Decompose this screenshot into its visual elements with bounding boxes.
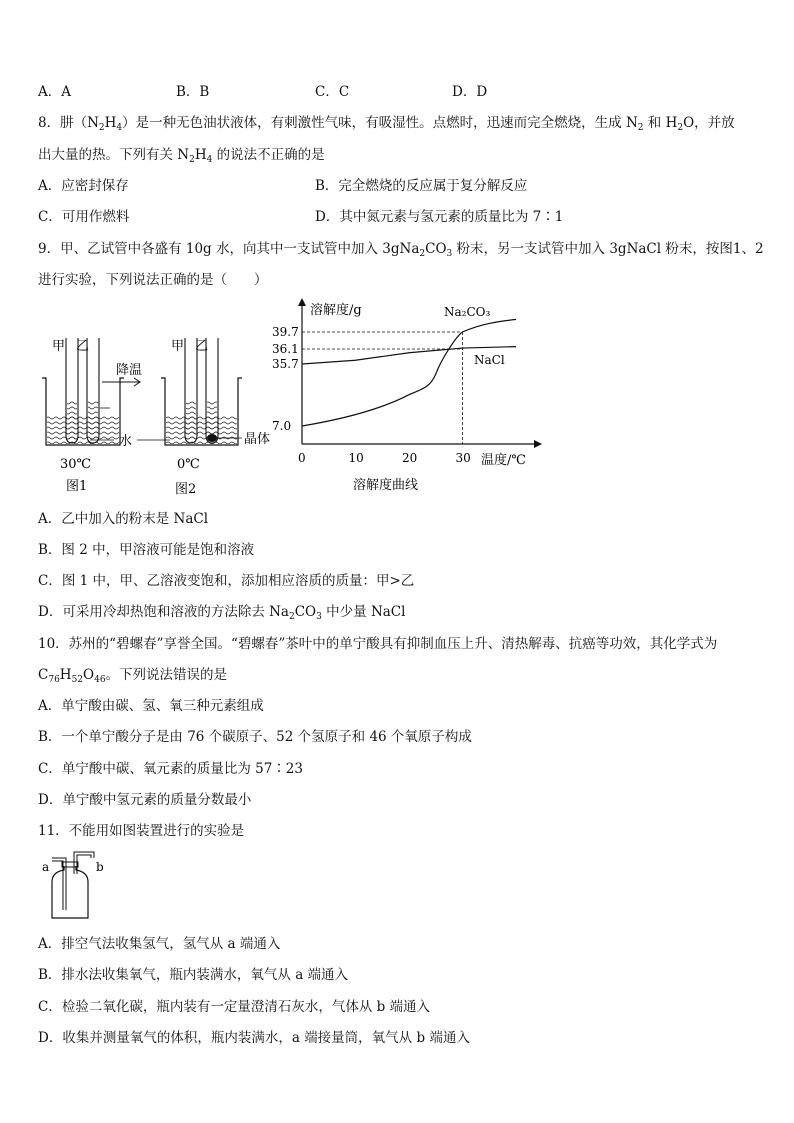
q11-option-a: A．排空气法收集氢气，氢气从 a 端通入 — [38, 936, 281, 952]
q10-option-c: C．单宁酸中碳、氧元素的质量比为 57∶23 — [38, 761, 303, 777]
y-tick-label: 7.0 — [272, 419, 292, 433]
fig2-temperature: 0℃ — [177, 457, 200, 472]
cool-down-label: 降温 — [116, 363, 143, 378]
tube-a — [52, 858, 66, 910]
q10-option-b: B．一个单宁酸分子是由 76 个碳原子、52 个氢原子和 46 个氧原子构成 — [38, 729, 472, 745]
q10-option-a: A．单宁酸由碳、氢、氧三种元素组成 — [38, 698, 264, 714]
q8-option-a: A．应密封保存 — [38, 178, 129, 194]
q8-option-c: C．可用作燃料 — [38, 209, 130, 225]
beaker-1 — [42, 338, 124, 445]
q7-option-d: D．D — [452, 84, 488, 100]
solubility-chart — [268, 292, 558, 502]
gas-bottle-figure — [40, 848, 120, 923]
fig1-jia-label: 甲 — [52, 339, 66, 354]
q7-option-a: A．A — [38, 84, 71, 100]
q8-option-d: D．其中氮元素与氢元素的质量比为 7∶1 — [315, 209, 564, 225]
q8-stem-line2: 出大量的热。下列有关 $N_2H_4$ 的说法不正确的是 — [38, 147, 325, 165]
q8-option-b: B．完全燃烧的反应属于复分解反应 — [315, 178, 528, 194]
chart-plot-area — [272, 305, 516, 465]
series-label-na2co3: Na₂CO₃ — [444, 305, 491, 319]
q8-stem-line1: 8．肼$(N_2H_4)$是一种无色油状液体，有刺激性气味，有吸湿性。点燃时，迅速而完全燃烧，生成 $N_2$ 和 $H_2O$，并放 — [38, 115, 735, 133]
y-axis-label: 溶解度/g — [310, 303, 362, 318]
fig2-jia-label: 甲 — [171, 339, 185, 354]
q9-option-a: A．乙中加入的粉末是 NaCl — [38, 511, 209, 527]
q10-option-d: D．单宁酸中氢元素的质量分数最小 — [38, 792, 252, 808]
port-b-label: b — [96, 860, 104, 874]
y-tick-label: 39.7 — [272, 325, 299, 339]
x-tick-label: 20 — [402, 451, 418, 465]
y-tick-label: 35.7 — [272, 357, 299, 371]
chart-title: 溶解度曲线 — [353, 478, 419, 493]
fig1-yi-label: 乙 — [76, 339, 90, 354]
q10-stem-line1: 10．苏州的“碧螺春”享誉全国。“碧螺春”茶叶中的单宁酸具有抑制血压上升、清热解毒、抗癌等功效，其化学式为 — [38, 636, 718, 652]
beaker-2 — [161, 338, 242, 445]
q11-option-b: B．排水法收集氧气，瓶内装满水，氧气从 a 端通入 — [38, 967, 349, 983]
fig2-yi-label: 乙 — [195, 339, 209, 354]
q9-stem-line2: 进行实验，下列说法正确的是（ ） — [38, 272, 268, 288]
q11-option-c: C．检验二氧化碳，瓶内装有一定量澄清石灰水，气体从 b 端通入 — [38, 999, 431, 1015]
q7-option-c: C．C — [315, 84, 350, 100]
bottle — [52, 866, 88, 918]
y-tick-label: 36.1 — [272, 342, 299, 356]
fig1-temperature: 30℃ — [60, 457, 92, 472]
q11-stem: 11．不能用如图装置进行的实验是 — [38, 823, 245, 839]
crystal-label: 晶体 — [244, 432, 270, 447]
q9-option-d: D．可采用冷却热饱和溶液的方法除去 $Na_2CO_3$ 中少量 NaCl — [38, 604, 406, 622]
x-tick-label: 30 — [455, 451, 471, 465]
q9-option-b: B．图 2 中，甲溶液可能是饱和溶液 — [38, 542, 255, 558]
q7-option-b: B．B — [176, 84, 210, 100]
q10-stem-line2: $C_{76}H_{52}O_{46}$。下列说法错误的是 — [38, 667, 228, 685]
beaker-figures — [30, 330, 270, 500]
port-a-label: a — [42, 860, 50, 874]
x-tick-label: 10 — [348, 451, 364, 465]
fig2-caption: 图2 — [175, 482, 197, 497]
q11-option-d: D．收集并测量氧气的体积，瓶内装满水，a 端接量筒，氧气从 b 端通入 — [38, 1030, 470, 1046]
x-axis-label: 温度/℃ — [481, 453, 526, 468]
q9-stem-line1: 9．甲、乙试管中各盛有 10g 水，向其中一支试管中加入 $3gNa_2CO_3$ 粉末，另一支试管中加入 3gNaCl 粉末，按图1、2 — [38, 241, 764, 259]
tube-b — [74, 852, 94, 874]
series-label-nacl: NaCl — [474, 353, 505, 367]
water-label: 水 — [119, 434, 133, 449]
fig1-caption: 图1 — [66, 479, 88, 494]
q9-option-c: C．图 1 中，甲、乙溶液变饱和，添加相应溶质的质量：甲>乙 — [38, 573, 415, 589]
x-tick-label: 0 — [298, 451, 306, 465]
series-line-na2co3 — [302, 319, 516, 426]
crystal-deposit — [207, 434, 217, 442]
